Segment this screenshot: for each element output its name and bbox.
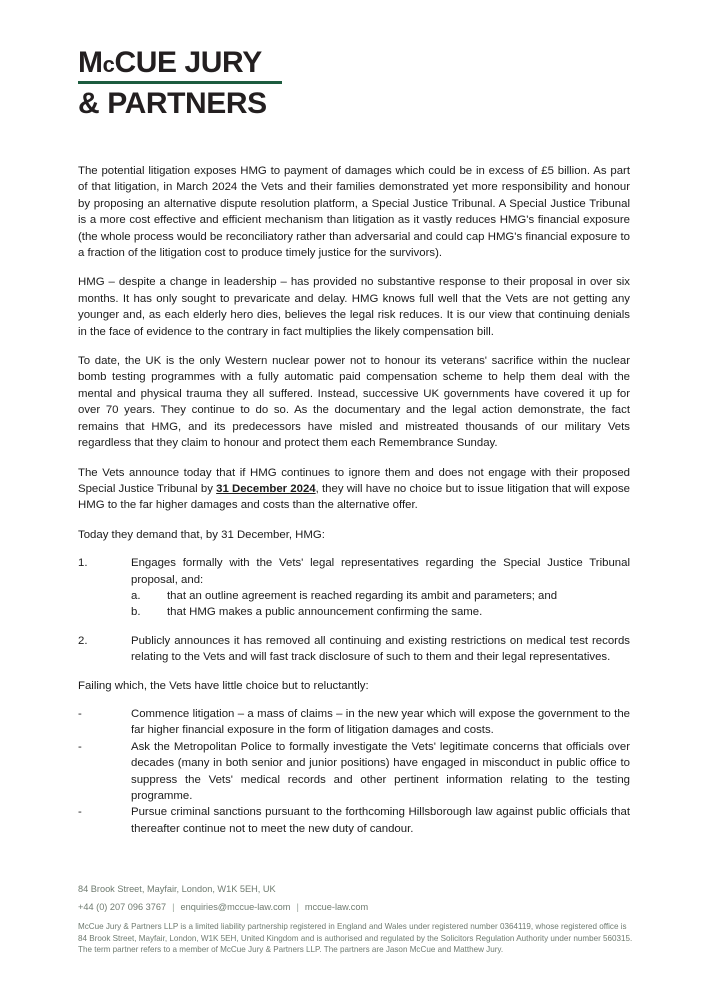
list-marker: 2. <box>78 634 88 647</box>
logo-green-rule <box>78 81 282 84</box>
paragraph-uk-only-western-power: To date, the UK is the only Western nuclear power not to honour its veterans' sacrifice within the nuclear bomb testing programmes with a fully automatic paid compensation scheme to help them deal with the mental and physical trauma they all suffered. Instead, successive UK governments have covered it up for over 70 years. They continue to do so. As the documentary and the legal action demonstrate, the fact remains that HMG, and its predecessors have misled and mistreated thousands of our military Vets regardless that they claim to honour and protect them each Remembrance Sunday. <box>78 355 630 450</box>
list-item-text: Publicly announces it has removed all continuing and existing restrictions on medical test records relating to the Vets and will fast track disclosure of such to them and their legal representatives. <box>131 634 630 664</box>
sub-list-item-text: that HMG makes a public announcement confirming the same. <box>167 606 483 619</box>
list-item <box>78 633 630 666</box>
footer-contact-line <box>78 901 638 914</box>
footer-phone[interactable]: +44 (0) 207 096 3767 <box>78 902 167 912</box>
footer-email[interactable]: enquiries@mccue-law.com <box>180 902 291 912</box>
sub-list-item-text: that an outline agreement is reached regarding its ambit and parameters; and <box>167 589 558 602</box>
sub-list-item <box>131 588 630 604</box>
document-body <box>78 163 630 837</box>
dash-bullet-marker: - <box>78 707 82 720</box>
list-item <box>78 804 630 837</box>
paragraph-litigation-exposure: The potential litigation exposes HMG to payment of damages which could be in excess of £5 billion. As part of that litigation, in March 2024 the Vets and their families demonstrated yet more responsibility and honour by proposing an alternative dispute resolution platform, a Special Justice Tribunal. A Special Justice Tribunal is a more cost effective and efficient mechanism than litigation as it vastly reduces HMG's financial exposure (the whole process would be reconciliatory rather than adversarial and could cap HMG's financial exposure to a fraction of the litigation cost to produce timely justice for the survivors). <box>78 165 630 260</box>
footer-separator: | <box>296 902 299 912</box>
consequences-dash-list <box>78 706 630 837</box>
paragraph-hmg-no-response: HMG – despite a change in leadership – has provided no substantive response to their proposal in over six months. It has only sought to prevaricate and delay. HMG knows full well that the Vets are not getting any younger and, as each elderly hero dies, believes the legal risk reduces. It is our view that continuing denials in the face of evidence to the contrary in fact multiplies the likely compensation bill. <box>78 276 630 338</box>
list-item-text: Ask the Metropolitan Police to formally investigate the Vets' legitimate concerns that officials over decades (many in both senior and junior positions) have engaged in misconduct in public office to suppress the Vets' medical records and other pertinent information relating to the testing programme. <box>131 740 630 802</box>
list-item <box>78 555 630 621</box>
list-item-text: Engages formally with the Vets' legal representatives regarding the Special Justice Tribunal proposal, and: <box>131 557 630 586</box>
list-item <box>78 739 630 805</box>
footer-website[interactable]: mccue-law.com <box>304 902 369 912</box>
footer-separator: | <box>172 902 175 912</box>
sub-list-item <box>131 604 630 620</box>
company-logo <box>78 48 358 120</box>
dash-bullet-marker: - <box>78 806 82 819</box>
dash-bullet-marker: - <box>78 740 82 753</box>
announce-text-after: , they will have no choice but to issue litigation that will expose HMG to the far higher damages and costs than the alternative offer. <box>78 482 630 512</box>
sub-list <box>131 588 630 621</box>
logo-line-one <box>78 48 358 78</box>
sub-list-marker: b. <box>131 606 141 619</box>
footer-legal-disclaimer: McCue Jury & Partners LLP is a limited liability partnership registered in England and Wales under registered number 0364119, whose registered office is 84 Brook Street, Mayfair, London, W1K 5EH, United Kingdom and is authorised and regulated by the Solicitors Regulation Authority under number 560315. The term partner refers to a member of McCue Jury & Partners LLP. The partners are Jason McCue and Matthew Jury. <box>78 922 633 955</box>
list-item-text: Pursue criminal sanctions pursuant to the forthcoming Hillsborough law against public officials that thereafter continue not to meet the new duty of candour. <box>131 806 630 835</box>
paragraph-vets-announce-deadline <box>78 465 630 514</box>
announce-text-before: The Vets announce today that if HMG continues to ignore them and does not engage with their proposed Special Justice Tribunal by <box>78 466 630 495</box>
deadline-date: 31 December 2024 <box>216 482 316 495</box>
demand-lead-in: Today they demand that, by 31 December, HMG: <box>78 528 325 541</box>
demands-numbered-list <box>78 555 630 665</box>
list-item-text: Commence litigation – a mass of claims – in the new year which will expose the government to the far higher financial exposure in the form of litigation damages and costs. <box>131 707 630 737</box>
footer-address: 84 Brook Street, Mayfair, London, W1K 5EH, UK <box>78 884 276 894</box>
list-item <box>78 706 630 739</box>
logo-line-two: & PARTNERS <box>78 87 267 120</box>
logo-letter-m: M <box>78 46 103 79</box>
list-marker: 1. <box>78 557 88 570</box>
document-footer <box>78 883 638 956</box>
failing-which-lead-in: Failing which, the Vets have little choice but to reluctantly: <box>78 679 369 692</box>
logo-text-cue-jury: CUE JURY <box>114 46 262 79</box>
sub-list-marker: a. <box>131 589 141 602</box>
list-item-content <box>131 555 630 621</box>
logo-letter-c: c <box>102 52 115 77</box>
